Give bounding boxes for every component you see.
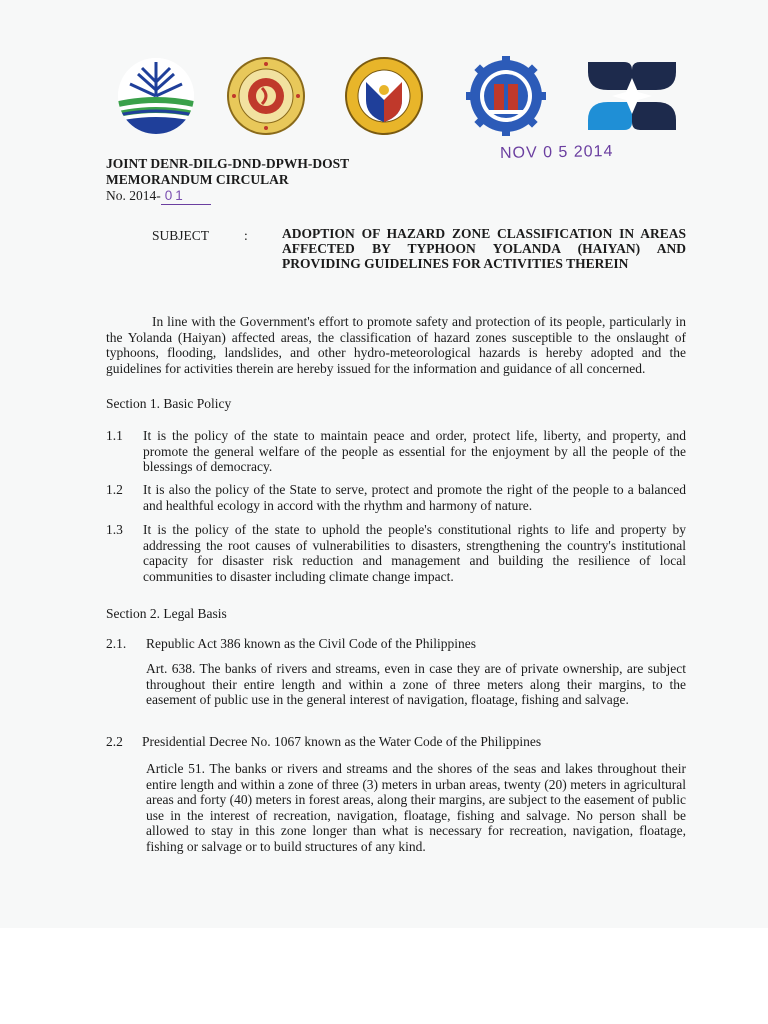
item-number: 2.2	[106, 734, 123, 749]
dpwh-seal-icon	[464, 56, 548, 136]
header-title: MEMORANDUM CIRCULAR	[106, 172, 289, 187]
policy-1-2: It is also the policy of the State to serve, protect and promote the right of the people to a balanced and healthful ecology in accord with the rhythm and harmony of nature.	[143, 482, 686, 513]
item-number: 1.1	[106, 428, 123, 443]
circular-number	[106, 188, 211, 205]
policy-1-1: It is the policy of the state to maintain peace and order, protect life, liberty, and property, and promote the general welfare of the people as essential for the enjoyment by all the people of the blessings of democracy.	[143, 428, 686, 474]
intro-paragraph: In line with the Government's effort to promote safety and protection of its people, particularly in the Yolanda (Haiyan) affected areas, the classification of hazard zones susceptible to the onslaught of typhoons, flooding, landslides, and other hydro-meteorological hazards is hereby adopted and the guidelines for activities therein are hereby issued for the information and guidance of all concerned.	[106, 314, 686, 376]
received-date-stamp: NOV 0 5 2014	[499, 143, 614, 162]
dnd-seal-icon	[344, 56, 424, 136]
legal-basis-2-1-text: Art. 638. The banks of rivers and streams, even in case they are of private ownership, are subject throughout their entire length and within a zone of three meters along their margins, to the easement of public use in the general interest of navigation, floatage, fishing and salvage.	[146, 661, 686, 707]
item-number: 1.2	[106, 482, 123, 497]
legal-basis-2-2-text: Article 51. The banks or rivers and streams and the shores of the seas and lakes throughout their entire length and within a zone of three (3) meters in urban areas, twenty (20) meters in agricultural areas and forty (40) meters in forest areas, along their margins, are subject to the easement of public use in the interest of recreation, navigation, floatage, fishing and salvage. No person shall be allowed to stay in this zone longer than what is necessary for recreation, navigation, floatage, fishing or salvage or to build structures of any kind.	[146, 761, 686, 854]
circular-number-value: 01	[161, 188, 211, 205]
policy-1-3: It is the policy of the state to uphold the people's constitutional rights to life and property by addressing the root causes of vulnerabilities to disasters, strengthening the country's institutional capacity for disaster risk reduction and management and building the resilience of local communities to disaster including climate change impact.	[143, 522, 686, 584]
legal-basis-2-1-title: Republic Act 386 known as the Civil Code of the Philippines	[146, 636, 476, 651]
subject-text: ADOPTION OF HAZARD ZONE CLASSIFICATION IN AREAS AFFECTED BY TYPHOON YOLANDA (HAIYAN) AND PROVIDING GUIDELINES FOR ACTIVITIES THEREIN	[282, 226, 686, 271]
item-number: 2.1.	[106, 636, 127, 651]
denr-seal-icon	[108, 56, 204, 136]
circular-header	[106, 156, 349, 188]
header-agencies: JOINT DENR-DILG-DND-DPWH-DOST	[106, 156, 350, 171]
section-2-title: Section 2. Legal Basis	[106, 606, 227, 621]
subject-label: SUBJECT	[152, 228, 210, 243]
section-1-title: Section 1. Basic Policy	[106, 396, 232, 411]
agency-logos	[108, 56, 680, 136]
circular-number-label: No. 2014-	[106, 188, 161, 203]
legal-basis-2-2-title: Presidential Decree No. 1067 known as the Water Code of the Philippines	[142, 734, 542, 749]
dilg-seal-icon	[226, 56, 306, 136]
item-number: 1.3	[106, 522, 123, 537]
subject-colon: :	[244, 228, 248, 243]
dost-seal-icon	[584, 56, 680, 136]
